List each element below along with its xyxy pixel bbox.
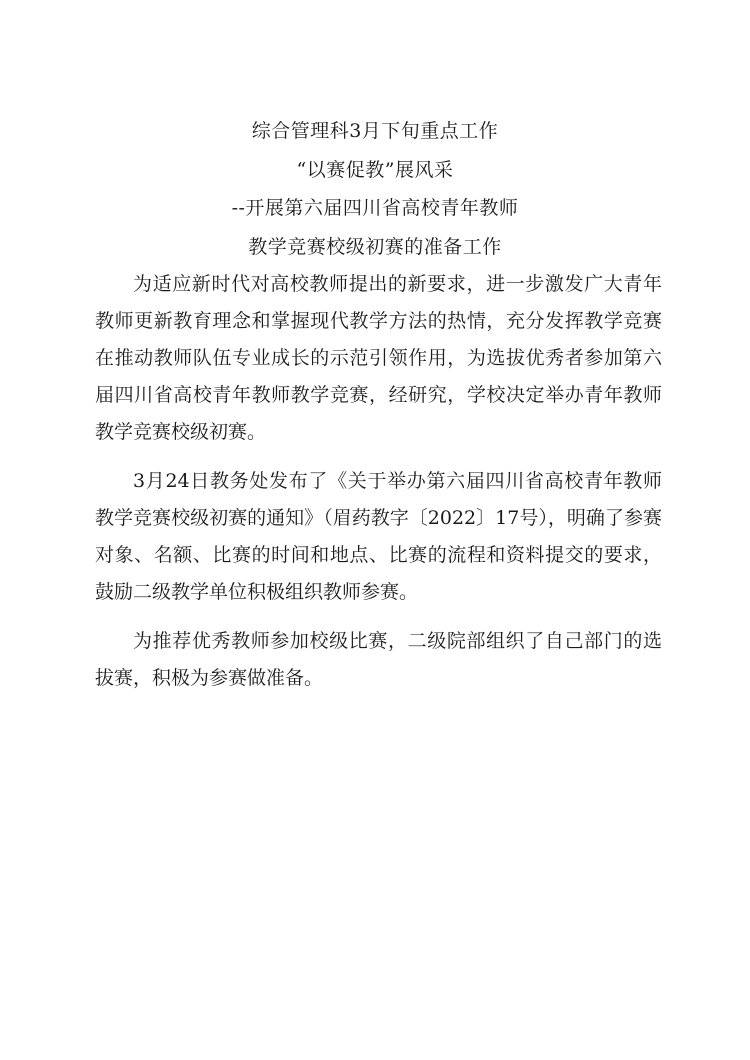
title-line-1: 综合管理科3月下旬重点工作 [251, 120, 499, 142]
title-line-4: 教学竞赛校级初赛的准备工作 [248, 235, 502, 258]
paragraph-1: 为适应新时代对高校教师提出的新要求，进一步激发广大青年教师更新教育理念和掌握现代教学方法的热情，充分发挥教学竞赛在推动教师队伍专业成长的示范引领作用，为选拔优秀者参加第六届四川省高校青年教师教学竞赛，经研究，学校决定举办青年教师教学竞赛校级初赛。 [95, 273, 662, 443]
document-title [0, 112, 750, 266]
paragraph-3: 为推荐优秀教师参加校级比赛，二级院部组织了自己部门的选拔赛，积极为参赛做准备。 [95, 630, 662, 689]
title-line-2: “以赛促教”展风采 [296, 158, 454, 181]
document-body [95, 266, 662, 709]
paragraph-2: 3月24日教务处发布了《关于举办第六届四川省高校青年教师教学竞赛校级初赛的通知》（眉药教字〔2022〕17号），明确了参赛对象、名额、比赛的时间和地点、比赛的流程和资料提交的要求，鼓励二级教学单位积极组织教师参赛。 [95, 470, 662, 603]
title-line-3: --开展第六届四川省高校青年教师 [231, 197, 519, 219]
